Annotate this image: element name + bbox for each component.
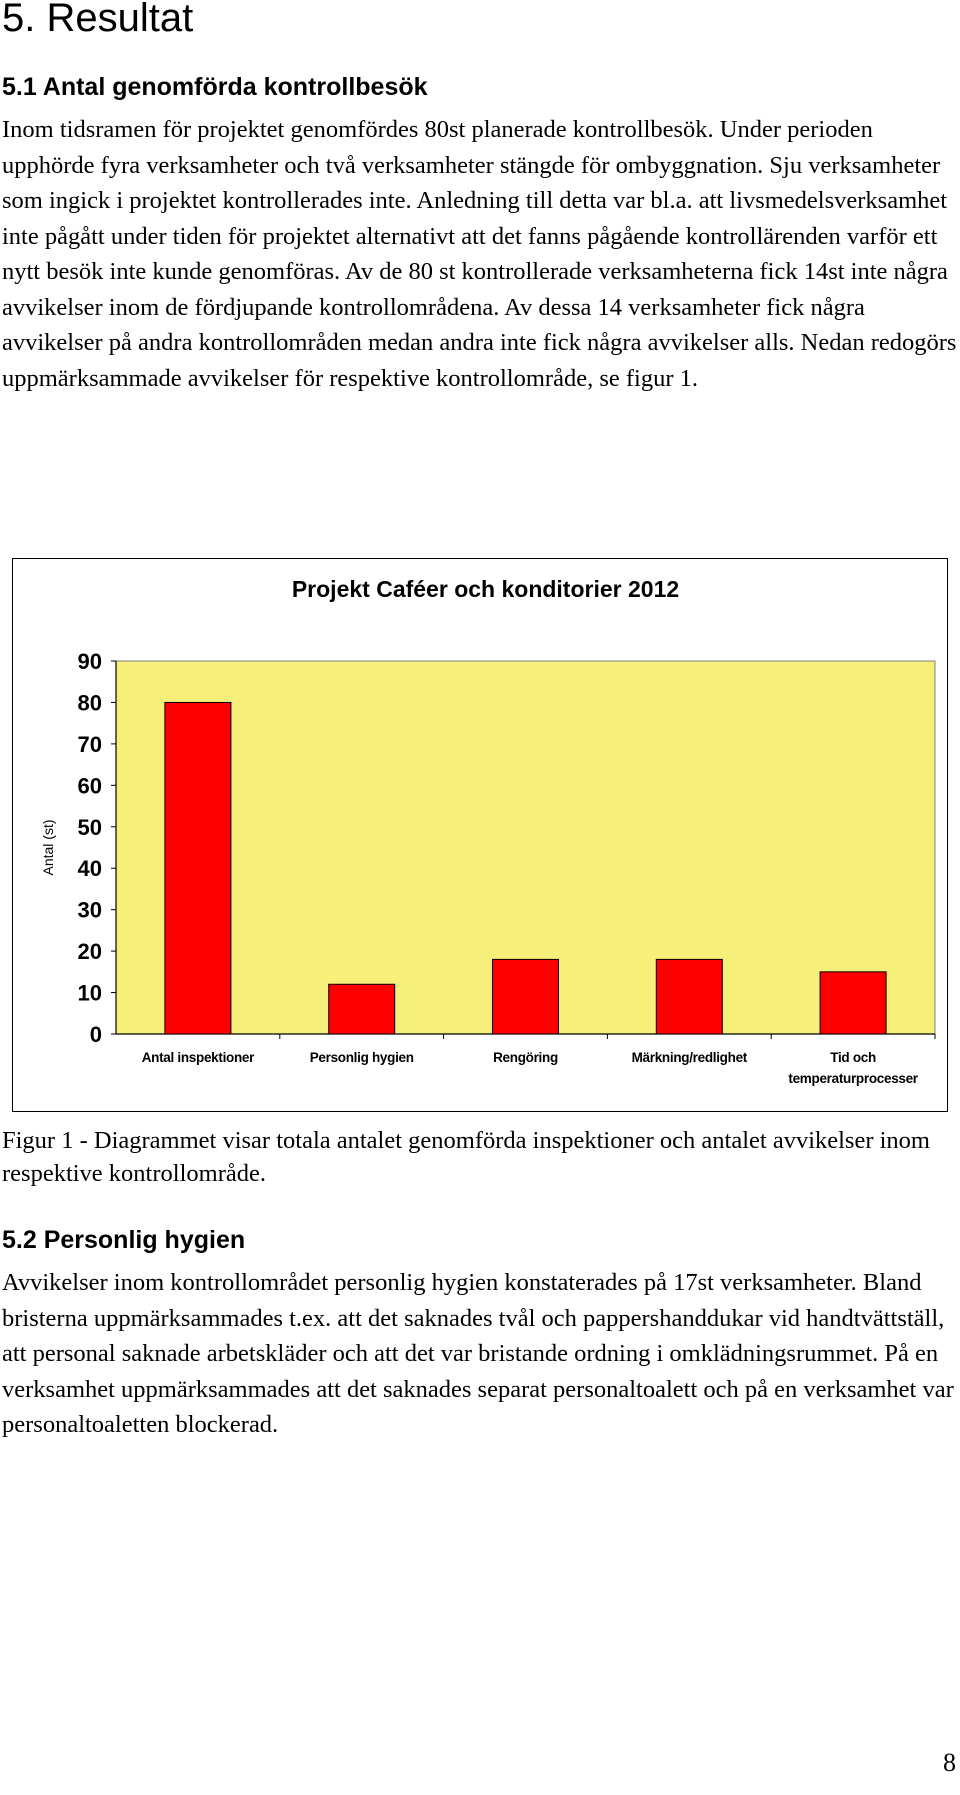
x-category-label: Antal inspektioner [141, 1050, 255, 1065]
page-number: 8 [943, 1748, 956, 1777]
section-title: 5. Resultat [2, 0, 194, 40]
x-category-label: Tid och [830, 1050, 876, 1065]
x-category-label: Rengöring [493, 1050, 558, 1065]
y-tick-label: 40 [77, 856, 102, 882]
chart-bar [820, 972, 886, 1034]
figure-caption: Figur 1 - Diagrammet visar totala antalet genomförda inspektioner och antalet avvikelser inom respektive kontrollområde. [2, 1127, 930, 1187]
y-tick-label: 30 [77, 897, 102, 923]
chart-bar [165, 702, 231, 1034]
paragraph-5-2: Avvikelser inom kontrollområdet personlig hygien konstaterades på 17st verksamheter. Bland bristerna uppmärksammades t.ex. att det saknades tvål och pappershanddukar vid handtvättställ, att personal saknade arbetskläder och att det var bristande ordning i omklädningsrummet. På en verksamhet uppmärksammades att det saknades separat personaltoalett och på en verksamhet var personaltoaletten blockerad. [2, 1269, 954, 1438]
subsection-heading-5-2: 5.2 Personlig hygien [2, 1226, 246, 1254]
y-tick-label: 10 [77, 980, 102, 1006]
paragraph-5-1: Inom tidsramen för projektet genomfördes 80st planerade kontrollbesök. Under perioden upphörde fyra verksamheter och två verksamheter stängde för ombyggnation. Sju verksamheter som ingick i projektet kontrollerades inte. Anledning till detta var bl.a. att livsmedelsverksamhet inte pågått under tiden för projektet alternativt att det fanns pågående kontrollärenden varför ett nytt besök inte kunde genomföras. Av de 80 st kontrollerade verksamheterna fick 14st inte några avvikelser inom de fördjupande kontrollområdena. Av dessa 14 verksamheter fick några avvikelser på andra kontrollområden medan andra inte fick några avvikelser alls. Nedan redogörs uppmärksammade avvikelser för respektive kontrollområde, se figur 1. [2, 116, 957, 392]
y-tick-label: 70 [77, 731, 102, 757]
y-tick-label: 90 [77, 649, 102, 674]
bar-chart-figure [12, 558, 948, 1112]
y-tick-label: 50 [77, 814, 102, 840]
y-axis-title: Antal (st) [40, 819, 56, 876]
y-tick-label: 0 [89, 1022, 102, 1047]
chart-bar [493, 959, 559, 1034]
x-category-label: Märkning/redlighet [631, 1050, 747, 1065]
chart-bar [656, 959, 722, 1034]
x-category-label: temperaturprocesser [788, 1071, 918, 1086]
y-tick-label: 20 [77, 939, 102, 965]
x-category-label: Personlig hygien [309, 1050, 414, 1065]
chart-title: Projekt Caféer och konditorier 2012 [291, 576, 680, 602]
bar-chart [13, 559, 949, 1113]
subsection-heading-5-1: 5.1 Antal genomförda kontrollbesök [2, 73, 428, 101]
y-tick-label: 80 [77, 690, 102, 716]
y-tick-label: 60 [77, 773, 102, 799]
chart-bar [329, 984, 395, 1034]
